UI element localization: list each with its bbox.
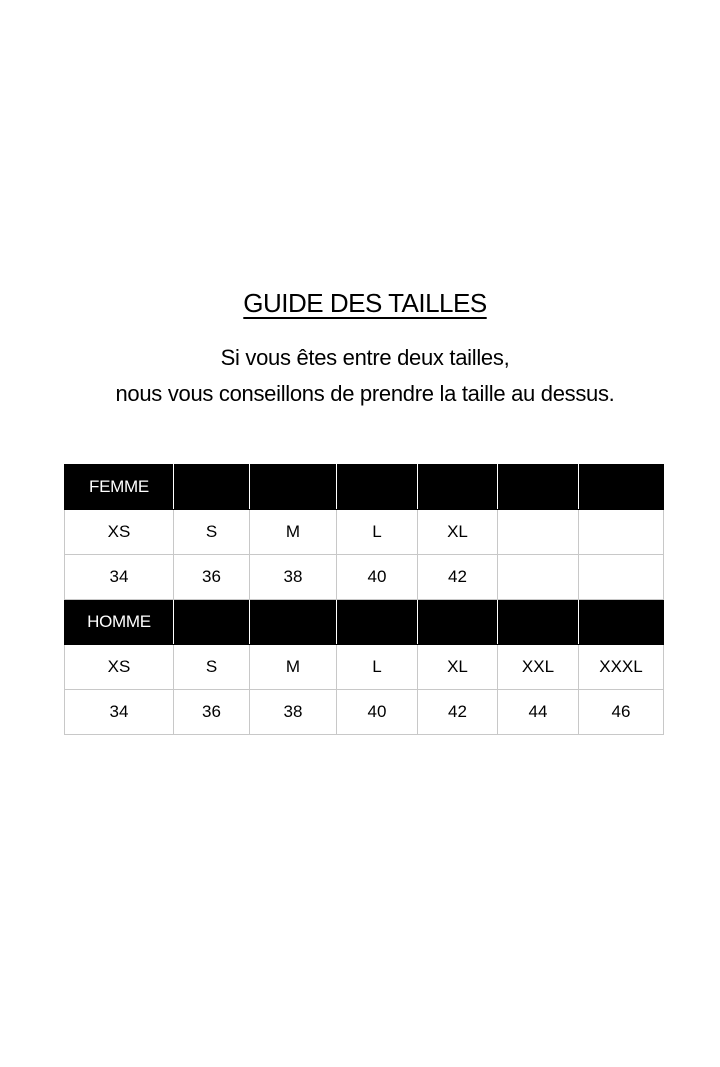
header-cell (418, 600, 498, 645)
table-cell: 34 (65, 555, 174, 600)
table-cell (498, 555, 579, 600)
femme-header-row (65, 465, 664, 510)
table-cell (579, 510, 664, 555)
table-cell: M (250, 510, 337, 555)
table-cell: S (174, 645, 250, 690)
table-cell: M (250, 645, 337, 690)
subtitle-line-1: Si vous êtes entre deux tailles, (220, 345, 510, 370)
table-cell: 40 (337, 690, 418, 735)
homme-number-row (65, 690, 664, 735)
table-cell: 38 (250, 555, 337, 600)
femme-size-row (65, 510, 664, 555)
table-cell: 42 (418, 555, 498, 600)
subtitle-line-2: nous vous conseillons de prendre la taille au dessus. (115, 381, 615, 406)
table-cell: 40 (337, 555, 418, 600)
header-cell (337, 600, 418, 645)
table-cell: XL (418, 645, 498, 690)
table-cell: 36 (174, 555, 250, 600)
homme-header-label: HOMME (87, 612, 151, 631)
header-cell (498, 465, 579, 510)
femme-number-row (65, 555, 664, 600)
table-cell: 34 (65, 690, 174, 735)
femme-header-cell (65, 465, 174, 510)
header-cell (579, 600, 664, 645)
table-cell: L (337, 645, 418, 690)
header-cell (250, 600, 337, 645)
header-cell (250, 465, 337, 510)
table-cell: L (337, 510, 418, 555)
homme-size-row (65, 645, 664, 690)
page-title (0, 286, 720, 320)
size-table (64, 464, 664, 735)
table-cell: XXXL (579, 645, 664, 690)
header-cell (498, 600, 579, 645)
header-cell (174, 600, 250, 645)
table-cell (579, 555, 664, 600)
header-cell (174, 465, 250, 510)
table-cell: 36 (174, 690, 250, 735)
table-cell: XS (65, 645, 174, 690)
table-cell: 38 (250, 690, 337, 735)
homme-header-cell (65, 600, 174, 645)
table-cell: S (174, 510, 250, 555)
header-cell (579, 465, 664, 510)
table-cell: 46 (579, 690, 664, 735)
table-cell: 44 (498, 690, 579, 735)
header-cell (337, 465, 418, 510)
header-cell (418, 465, 498, 510)
page-title-text: GUIDE DES TAILLES (243, 288, 487, 318)
table-cell: XS (65, 510, 174, 555)
table-cell: XXL (498, 645, 579, 690)
table-cell: XL (418, 510, 498, 555)
table-cell (498, 510, 579, 555)
table-cell: 42 (418, 690, 498, 735)
homme-header-row (65, 600, 664, 645)
subtitle (0, 340, 720, 412)
femme-header-label: FEMME (89, 477, 149, 496)
